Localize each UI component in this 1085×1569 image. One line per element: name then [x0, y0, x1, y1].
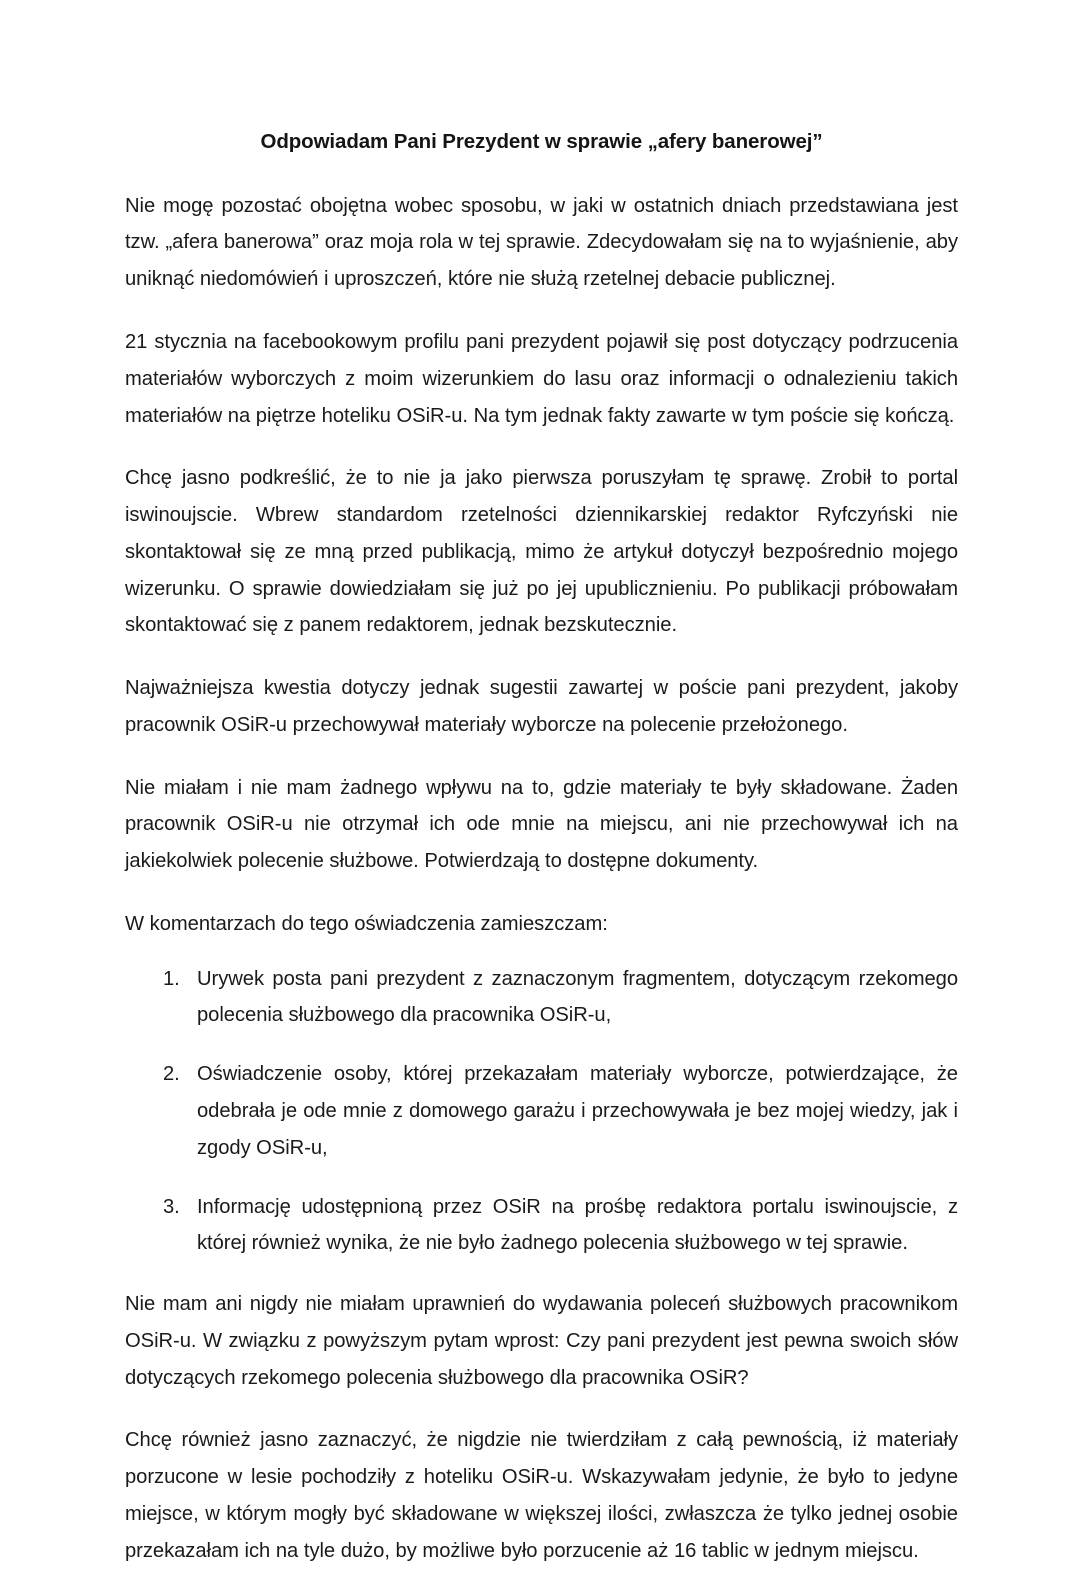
- list-lead-in-paragraph: W komentarzach do tego oświadczenia zamieszczam:: [125, 912, 608, 935]
- paragraph-7: Nie mam ani nigdy nie miałam uprawnień do wydawania poleceń służbowych pracownikom OSiR-u. W związku z powyższym pytam wprost: Czy pani prezydent jest pewna swoich słów dotyczących rzekomego polecenia służbowego dla pracownika OSiR?: [125, 1293, 958, 1389]
- list-item-text: Urywek posta pani prezydent z zaznaczonym fragmentem, dotyczącym rzekomego polecenia służbowego dla pracownika OSiR-u,: [197, 967, 958, 1027]
- paragraph-3: Chcę jasno podkreślić, że to nie ja jako pierwsza poruszyłam tę sprawę. Zrobił to portal iswinoujscie. Wbrew standardom rzetelności dziennikarskiej redaktor Ryfczyński nie skontaktował się ze mną przed publikacją, mimo że artykuł dotyczył bezpośrednio mojego wizerunku. O sprawie dowiedziałam się już po jej upublicznieniu. Po publikacji próbowałam skontaktować się z panem redaktorem, jednak bezskutecznie.: [125, 467, 958, 637]
- paragraph-2: 21 stycznia na facebookowym profilu pani prezydent pojawił się post dotyczący podrzucenia materiałów wyborczych z moim wizerunkiem do lasu oraz informacji o odnalezieniu takich materiałów na piętrze hoteliku OSiR-u. Na tym jednak fakty zawarte w tym poście się kończą.: [125, 330, 958, 427]
- page-title: Odpowiadam Pani Prezydent w sprawie „afery banerowej”: [260, 130, 823, 153]
- list-item-text: Informację udostępnioną przez OSiR na prośbę redaktora portalu iswinoujscie, z której również wynika, że nie było żadnego polecenia służbowego w tej sprawie.: [197, 1195, 958, 1255]
- numbered-list: [125, 961, 958, 1262]
- list-item-text: Oświadczenie osoby, której przekazałam materiały wyborcze, potwierdzające, że odebrała je ode mnie z domowego garażu i przechowywała je bez mojej wiedzy, jak i zgody OSiR-u,: [197, 1063, 958, 1159]
- paragraph-4: Najważniejsza kwestia dotyczy jednak sugestii zawartej w poście pani prezydent, jakoby pracownik OSiR-u przechowywał materiały wyborcze na polecenie przełożonego.: [125, 677, 958, 736]
- list-item: [125, 1056, 958, 1166]
- list-item-marker: 1.: [163, 967, 180, 990]
- list-item: [125, 1189, 958, 1263]
- list-item: [125, 961, 958, 1035]
- list-item-marker: 2.: [163, 1063, 180, 1086]
- paragraph-1: Nie mogę pozostać obojętna wobec sposobu, w jaki w ostatnich dniach przedstawiana jest tzw. „afera banerowa” oraz moja rola w tej sprawie. Zdecydowałam się na to wyjaśnienie, aby uniknąć niedomówień i uproszczeń, które nie służą rzetelnej debacie publicznej.: [125, 194, 958, 291]
- paragraph-5: Nie miałam i nie mam żadnego wpływu na to, gdzie materiały te były składowane. Żaden pracownik OSiR-u nie otrzymał ich ode mnie na miejscu, ani nie przechowywał ich na jakiekolwiek polecenie służbowe. Potwierdzają to dostępne dokumenty.: [125, 776, 958, 873]
- paragraph-8: Chcę również jasno zaznaczyć, że nigdzie nie twierdziłam z całą pewnością, iż materiały porzucone w lesie pochodziły z hoteliku OSiR-u. Wskazywałam jedynie, że było to jedyne miejsce, w którym mogły być składowane w większej ilości, zwłaszcza że tylko jednej osobie przekazałam ich na tyle dużo, by możliwe było porzucenie aż 16 tablic w jednym miejscu.: [125, 1429, 958, 1562]
- list-item-marker: 3.: [163, 1195, 180, 1218]
